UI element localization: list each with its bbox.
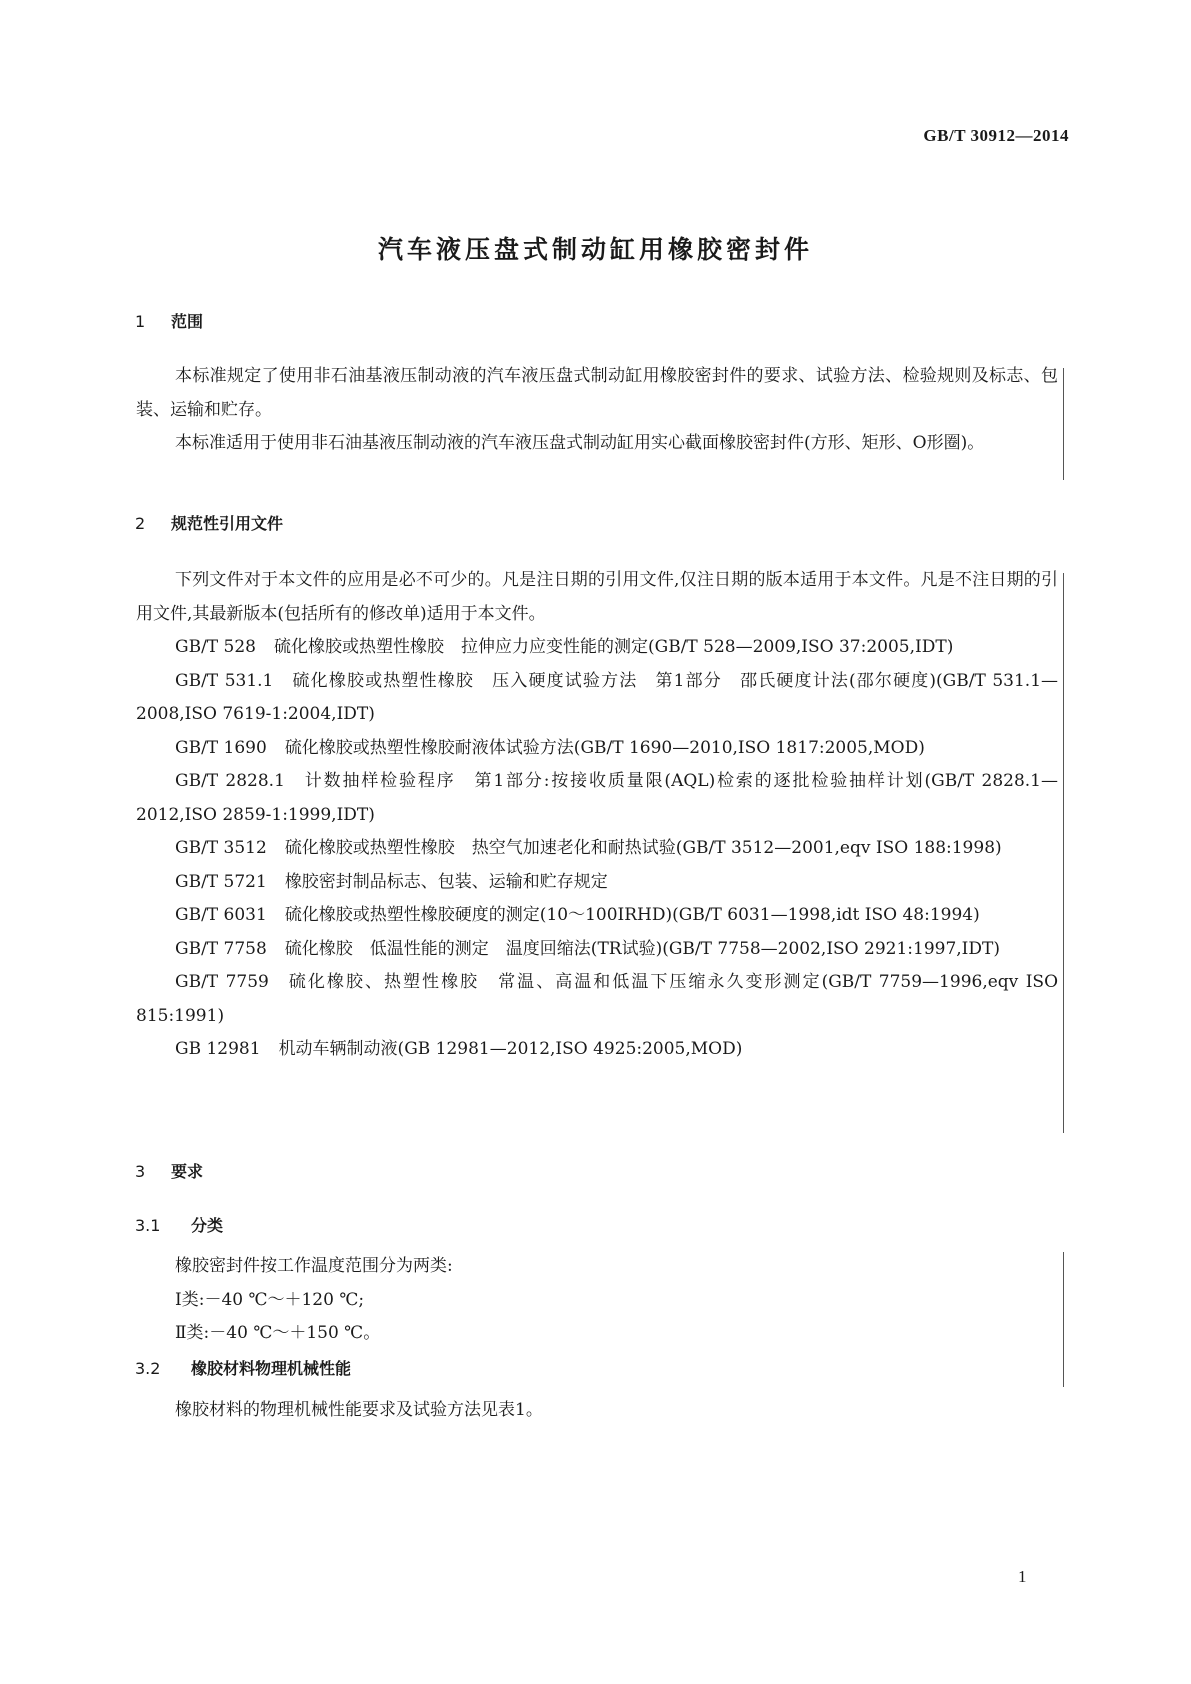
reference-code: GB/T 3512: [175, 838, 267, 858]
section-title: 范围: [171, 312, 204, 331]
section-3-1-body: [136, 1250, 1058, 1351]
reference-text: 硫化橡胶或热塑性橡胶耐液体试验方法(GB/T 1690—2010,ISO 1817:2005,MOD): [284, 737, 925, 758]
reference-code: GB/T 528: [175, 637, 256, 657]
section-2-body: [136, 564, 1058, 1067]
section-title: 橡胶材料物理机械性能: [191, 1359, 352, 1378]
reference-item: [136, 966, 1058, 1033]
change-bar: [1063, 1252, 1064, 1387]
section-title: 分类: [191, 1216, 224, 1235]
reference-text: 机动车辆制动液(GB 12981—2012,ISO 4925:2005,MOD): [278, 1039, 743, 1059]
reference-text: 计数抽样检验程序 第1部分:按接收质量限(AQL)检索的逐批检验抽样计划(GB/T 2828.1—2012,ISO 2859-1:1999,IDT): [136, 771, 1059, 825]
reference-code: GB/T 2828.1: [175, 771, 285, 791]
section-2-heading: [135, 511, 283, 534]
classification-intro: 橡胶密封件按工作温度范围分为两类:: [175, 1256, 453, 1276]
reference-text: 硫化橡胶或热塑性橡胶 压入硬度试验方法 第1部分 邵氏硬度计法(邵尔硬度)(GB/T 531.1—2008,ISO 7619-1:2004,IDT): [136, 670, 1059, 724]
reference-code: GB 12981: [175, 1039, 261, 1059]
paragraph: 本标准适用于使用非石油基液压制动液的汽车液压盘式制动缸用实心截面橡胶密封件(方形、矩形、O形圈)。: [175, 433, 985, 453]
paragraph: 橡胶材料的物理机械性能要求及试验方法见表1。: [175, 1400, 543, 1420]
reference-code: GB/T 6031: [175, 905, 267, 925]
section-title: 要求: [171, 1162, 204, 1181]
reference-text: 硫化橡胶或热塑性橡胶 拉伸应力应变性能的测定(GB/T 528—2009,ISO 37:2005,IDT): [274, 637, 954, 657]
reference-item: [136, 866, 1058, 900]
reference-text: 橡胶密封制品标志、包装、运输和贮存规定: [284, 871, 608, 892]
reference-item: [136, 832, 1058, 866]
section-3-1-heading: [135, 1213, 223, 1236]
section-number: 3: [135, 1162, 146, 1181]
section-1-heading: [135, 309, 203, 332]
reference-code: GB/T 5721: [175, 871, 267, 892]
page-number: 1: [1018, 1567, 1027, 1586]
paragraph: 下列文件对于本文件的应用是必不可少的。凡是注日期的引用文件,仅注日期的版本适用于本文件。凡是不注日期的引用文件,其最新版本(包括所有的修改单)适用于本文件。: [136, 570, 1058, 624]
class-1-range: Ⅰ类:－40 ℃～＋120 ℃;: [175, 1289, 365, 1310]
change-bar: [1063, 368, 1064, 480]
paragraph: 本标准规定了使用非石油基液压制动液的汽车液压盘式制动缸用橡胶密封件的要求、试验方法、检验规则及标志、包装、运输和贮存。: [136, 366, 1058, 420]
class-2-range: Ⅱ类:－40 ℃～＋150 ℃。: [175, 1323, 381, 1343]
reference-text: 硫化橡胶或热塑性橡胶 热空气加速老化和耐热试验(GB/T 3512—2001,eqv ISO 188:1998): [284, 838, 1002, 858]
reference-item: [136, 631, 1058, 665]
reference-item: [136, 665, 1058, 732]
section-number: 1: [135, 312, 146, 331]
reference-code: GB/T 7759: [175, 972, 269, 992]
reference-item: [136, 732, 1058, 766]
reference-item: [136, 765, 1058, 832]
section-number: 3.2: [135, 1359, 161, 1378]
reference-item: [136, 933, 1058, 967]
document-number: GB/T 30912—2014: [923, 126, 1069, 145]
reference-code: GB/T 7758: [175, 938, 267, 959]
section-3-2-body: [136, 1394, 1058, 1428]
reference-text: 硫化橡胶、热塑性橡胶 常温、高温和低温下压缩永久变形测定(GB/T 7759—1996,eqv ISO 815:1991): [136, 972, 1059, 1026]
section-title: 规范性引用文件: [171, 514, 284, 533]
reference-text: 硫化橡胶或热塑性橡胶硬度的测定(10～100IRHD)(GB/T 6031—1998,idt ISO 48:1994): [284, 905, 980, 925]
section-3-2-heading: [135, 1356, 351, 1379]
section-number: 2: [135, 514, 146, 533]
change-bar: [1063, 573, 1064, 1133]
reference-item: [136, 1033, 1058, 1067]
document-title: 汽车液压盘式制动缸用橡胶密封件: [377, 235, 813, 264]
reference-code: GB/T 1690: [175, 737, 267, 758]
section-1-body: [136, 360, 1058, 461]
reference-code: GB/T 531.1: [175, 670, 274, 691]
reference-item: [136, 899, 1058, 933]
section-3-heading: [135, 1159, 203, 1182]
section-number: 3.1: [135, 1216, 161, 1235]
reference-text: 硫化橡胶 低温性能的测定 温度回缩法(TR试验)(GB/T 7758—2002,ISO 2921:1997,IDT): [284, 938, 1000, 959]
